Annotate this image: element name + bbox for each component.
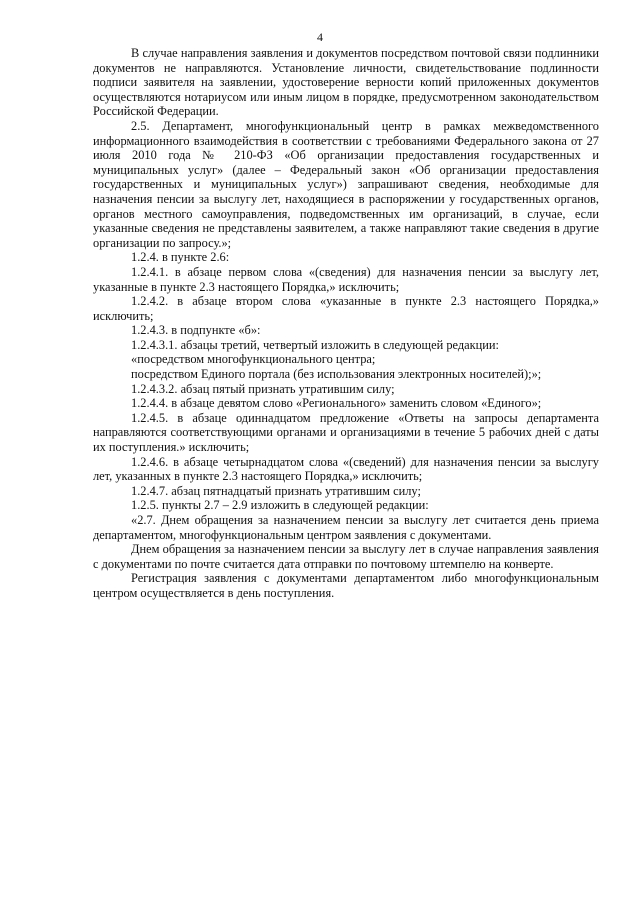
paragraph-1-2-4-3-2: 1.2.4.3.2. абзац пятый признать утратившим силу; [131,381,395,396]
paragraph-1-2-4-4: 1.2.4.4. в абзаце девятом слово «Регионального» заменить словом «Единого»; [131,396,542,411]
paragraph-1-2-4: 1.2.4. в пункте 2.6: [131,250,230,265]
document-body [93,46,599,601]
paragraph-1-2-5: 1.2.5. пункты 2.7 – 2.9 изложить в следующей редакции: [131,498,429,513]
paragraph-quote-mfc: «посредством многофункционального центра; [131,352,376,367]
page-number: 4 [317,30,323,44]
paragraph-postal-date: Днем обращения за назначением пенсии за выслугу лет в случае направления заявления с документами по почте считается дата отправки по почтовому штемпелю на конверте. [93,542,599,571]
paragraph-1-2-4-6: 1.2.4.6. в абзаце четырнадцатом слова «(сведений) для назначения пенсии за выслугу лет, указанных в пункте 2.3 настоящего Порядка,» исключить; [93,454,599,484]
paragraph-1-2-4-3: 1.2.4.3. в подпункте «б»: [131,323,261,338]
paragraph-1-2-4-2: 1.2.4.2. в абзаце втором слова «указанные в пункте 2.3 настоящего Порядка,» исключить; [93,294,599,323]
paragraph-quote-portal: посредством Единого портала (без использования электронных носителей);»; [131,367,542,382]
paragraph-registration: Регистрация заявления с документами департаментом либо многофункциональным центром осуществляется в день поступления. [93,571,599,600]
paragraph-1-2-4-5: 1.2.4.5. в абзаце одиннадцатом предложение «Ответы на запросы департамента направляются соответствующими органами и организациями в течение 5 рабочих дней с даты их поступления.» исключить; [93,410,599,455]
paragraph-postal-delivery: В случае направления заявления и документов посредством почтовой связи подлинники документов не направляются. Установление личности, свидетельствование подлинности подписи заявителя на заявлении, удостоверение верности копий приложенных документов осуществляются нотариусом или иным лицом в порядке, предусмотренном законодательством Российской Федерации. [93,46,599,119]
paragraph-1-2-4-3-1: 1.2.4.3.1. абзацы третий, четвертый изложить в следующей редакции: [131,337,500,352]
paragraph-2-7: «2.7. Днем обращения за назначением пенсии за выслугу лет считается день приема департаментом, многофункциональным центром заявления с документами. [93,513,599,542]
paragraph-2-5: 2.5. Департамент, многофункциональный центр в рамках межведомственного информационного взаимодействия в соответствии с требованиями Федерального закона от 27 июля 2010 года № 210-ФЗ «Об организации предоставления государственных и муниципальных услуг» (далее – Федеральный закон «Об организации предоставления государственных и муниципальных услуг») запрашивают сведения, необходимые для назначения пенсии за выслугу лет, находящиеся в распоряжении у государственных органов, органов местного самоуправления, подведомственных им организаций, в случае, если указанные сведения не представлены заявителем, а также направляют такие сведения в другие организации по запросу.»; [93,118,599,250]
paragraph-1-2-4-1: 1.2.4.1. в абзаце первом слова «(сведения) для назначения пенсии за выслугу лет, указанные в пункте 2.3 настоящего Порядка,» исключить; [93,264,599,294]
paragraph-1-2-4-7: 1.2.4.7. абзац пятнадцатый признать утратившим силу; [131,483,421,498]
